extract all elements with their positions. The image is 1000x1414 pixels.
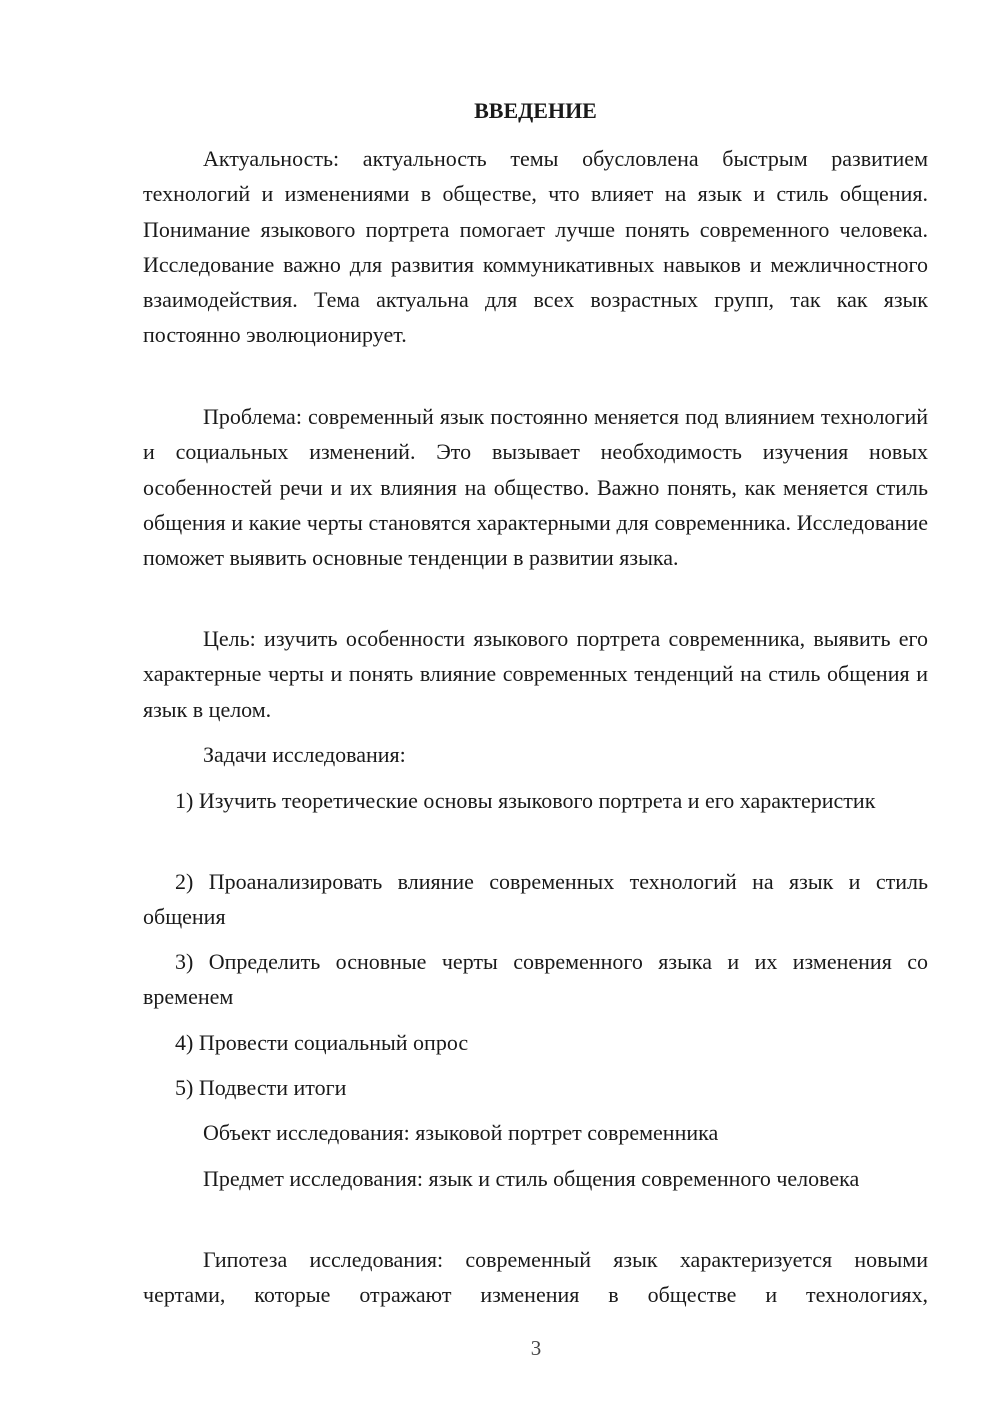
task-item-3: 3) Определить основные черты современного языка и их изменения со временем [143,949,928,1010]
tasks-heading: Задачи исследования: [203,742,406,767]
page-number: 3 [530,1336,542,1360]
task-item-5: 5) Подвести итоги [175,1075,347,1100]
task-item-4: 4) Провести социальный опрос [175,1030,469,1055]
task-item-1: 1) Изучить теоретические основы языкового портрета и его характеристик [175,788,876,813]
relevance-paragraph: Актуальность: актуальность темы обусловлена быстрым развитием технологий и изменениями в обществе, что влияет на язык и стиль общения. Понимание языкового портрета помогает лучше понять современного человека. Исследование важно для развития коммуникативных навыков и межличностного взаимодействия. Тема актуальна для всех возрастных групп, так как язык постоянно эволюционирует. [143,146,928,348]
hypothesis-paragraph: Гипотеза исследования: современный язык характеризуется новыми чертами, которые отражают изменения в обществе и технологиях, [143,1247,928,1308]
document-title: ВВЕДЕНИЕ [474,98,597,123]
task-item-2: 2) Проанализировать влияние современных технологий на язык и стиль общения [143,869,928,930]
goal-paragraph: Цель: изучить особенности языкового портрета современника, выявить его характерные черты и понять влияние современных тенденций на стиль общения и язык в целом. [143,626,928,722]
object-paragraph: Объект исследования: языковой портрет современника [203,1120,719,1145]
subject-paragraph: Предмет исследования: язык и стиль общения современного человека [203,1166,860,1191]
problem-paragraph: Проблема: современный язык постоянно меняется под влиянием технологий и социальных изменений. Это вызывает необходимость изучения новых особенностей речи и их влияния на общество. Важно понять, как меняется стиль общения и какие черты становятся характерными для современника. Исследование поможет выявить основные тенденции в развитии языка. [143,404,928,571]
